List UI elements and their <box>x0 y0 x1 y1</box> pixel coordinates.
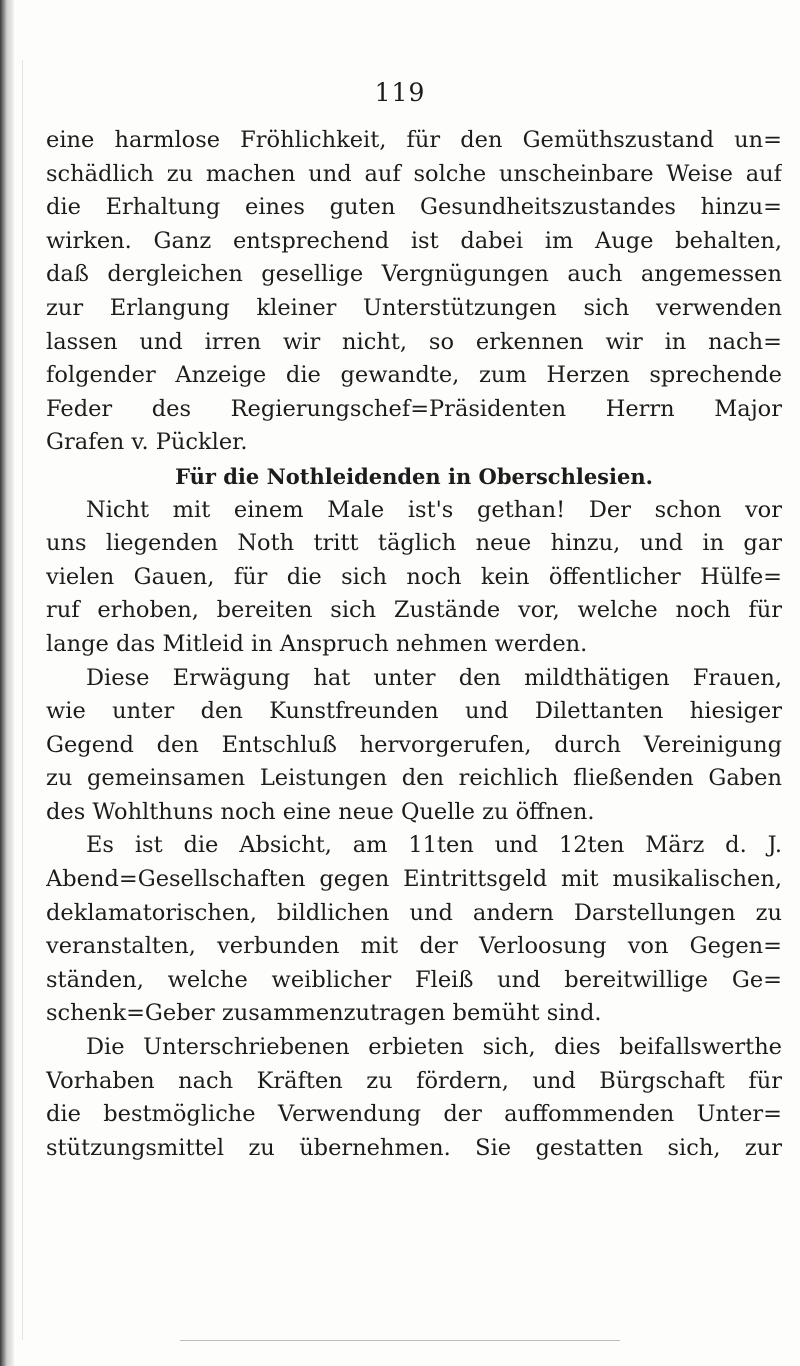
text-line: die Erhaltung eines guten Gesundheitszustandes hinzu= <box>46 194 782 221</box>
book-spine-shadow <box>0 0 14 1366</box>
text-line: ruf erhoben, bereiten sich Zustände vor, welche noch für <box>46 597 782 624</box>
text-line: Vorhaben nach Kräften zu fördern, und Bürgschaft für <box>46 1067 782 1094</box>
text-line: Diese Erwägung hat unter den mildthätigen Frauen, <box>86 664 782 691</box>
text-line: Nicht mit einem Male ist's gethan! Der schon vor <box>86 496 782 523</box>
text-line: Die Unterschriebenen erbieten sich, dies beifallswerthe <box>86 1034 782 1061</box>
text-line: schädlich zu machen und auf solche unscheinbare Weise auf <box>46 160 782 187</box>
text-line: ständen, welche weiblicher Fleiß und bereitwillige Ge= <box>46 966 782 993</box>
text-line: Es ist die Absicht, am 11ten und 12ten März d. J. <box>86 832 782 859</box>
text-line: uns liegenden Noth tritt täglich neue hinzu, und in gar <box>46 530 782 557</box>
page-number: 119 <box>374 78 426 107</box>
text-line: folgender Anzeige die gewandte, zum Herzen sprechende <box>46 362 782 389</box>
text-line: Grafen v. Pückler. <box>46 429 248 456</box>
section-heading: Für die Nothleidenden in Oberschlesien. <box>175 463 653 489</box>
text-line: Gegend den Entschluß hervorgerufen, durch Vereinigung <box>46 731 782 758</box>
text-line: daß dergleichen gesellige Vergnügungen auch angemessen <box>46 261 782 288</box>
text-line: lassen und irren wir nicht, so erkennen wir in nach= <box>46 328 782 355</box>
text-line: Feder des Regierungschef=Präsidenten Herrn Major <box>46 395 782 422</box>
text-line: vielen Gauen, für die sich noch kein öffentlicher Hülfe= <box>46 563 782 590</box>
text-line: des Wohlthuns noch eine neue Quelle zu öffnen. <box>46 798 595 825</box>
text-line: deklamatorischen, bildlichen und andern Darstellungen zu <box>46 899 782 926</box>
text-line: veranstalten, verbunden mit der Verloosung von Gegen= <box>46 933 782 960</box>
page-fold-line <box>22 60 23 1340</box>
text-line: zu gemeinsamen Leistungen den reichlich fließenden Gaben <box>46 765 782 792</box>
text-line: eine harmlose Fröhlichkeit, für den Gemüthszustand un= <box>46 127 782 153</box>
text-line: stützungsmittel zu übernehmen. Sie gestatten sich, zur <box>46 1134 782 1161</box>
text-line: lange das Mitleid in Anspruch nehmen werden. <box>46 630 588 657</box>
text-line: wie unter den Kunstfreunden und Dilettanten hiesiger <box>46 698 782 725</box>
text-line: die bestmögliche Verwendung der auffommenden Unter= <box>46 1101 782 1128</box>
paragraph-intro <box>46 124 782 460</box>
text-line: schenk=Geber zusammenzutragen bemüht sind. <box>46 1000 602 1027</box>
text-line: wirken. Ganz entsprechend ist dabei im Auge behalten, <box>46 227 782 254</box>
bottom-rule <box>180 1340 620 1341</box>
text-line: Abend=Gesellschaften gegen Eintrittsgeld mit musikalischen, <box>46 866 782 893</box>
body-text <box>46 124 782 1165</box>
text-line: zur Erlangung kleiner Unterstützungen sich verwenden <box>46 294 782 321</box>
paragraph-appeal <box>46 494 782 1166</box>
